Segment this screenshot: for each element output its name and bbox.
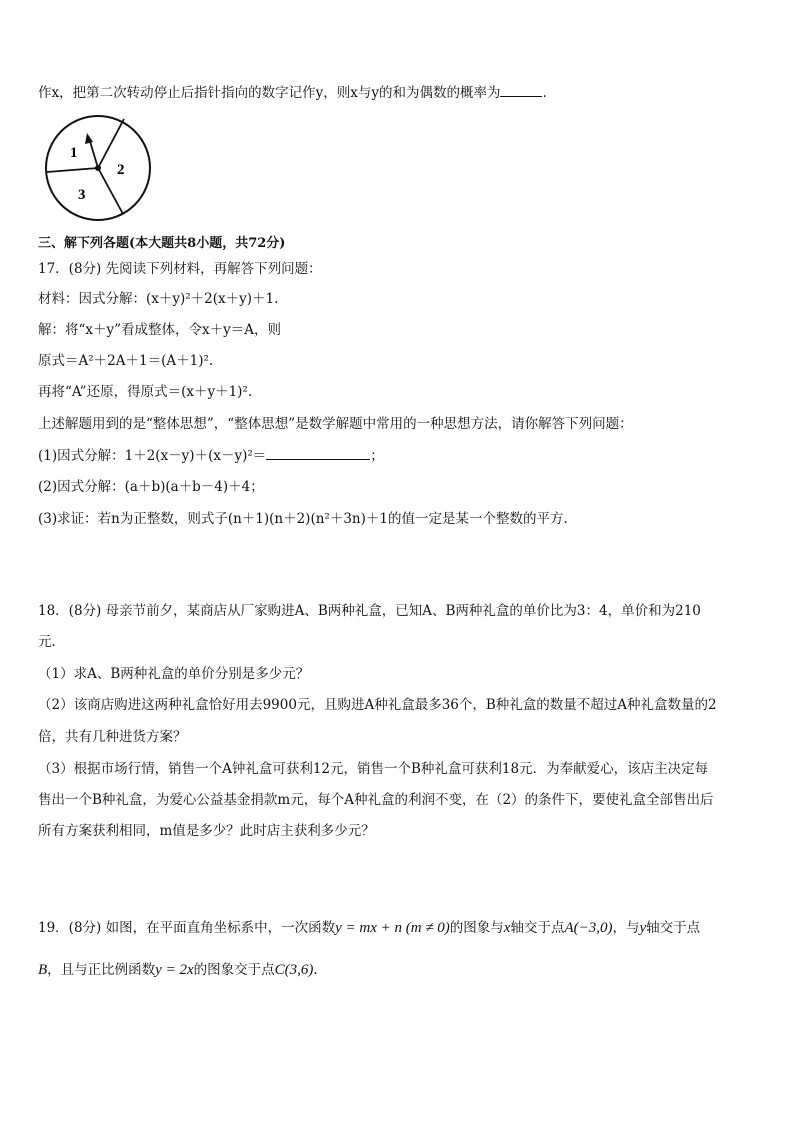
intro-text: 作x，把第二次转动停止后指针指向的数字记作y，则x与y的和为偶数的概率为 (38, 85, 501, 101)
answer-blank (500, 82, 542, 97)
section-title: 三、解下列各题(本大题共8小题，共72分) (38, 236, 286, 251)
q18-part2-line1: （2）该商店购进这两种礼盒恰好用去9900元，且购进A种礼盒最多36个，B种礼盒的数量不超过A种礼盒数量的2 (38, 697, 717, 713)
q17-original: 原式＝A²＋2A＋1＝(A＋1)². (38, 353, 214, 369)
q19-intro: 19．(8分) 如图，在平面直角坐标系中，一次函数 (38, 920, 336, 936)
q17-prompt: 上述解题用到的是“整体思想”，“整体思想”是数学解题中常用的一种思想方法，请你解答下列问题： (38, 416, 633, 432)
q17-restore: 再将“A”还原，得原式＝(x＋y＋1)². (38, 384, 253, 400)
q19-linear-function: y = mx + n (m ≠ 0) (335, 920, 450, 936)
q19-text-d: ，与 (612, 920, 640, 936)
q18-part3-line2: 售出一个B种礼盒，为爱心公益基金捐款m元，每个A种礼盒的利润不变，在（2）的条件下，要使礼盒全部售出后 (38, 792, 714, 808)
q17-part2: (2)因式分解：(a＋b)(a＋b－4)＋4； (38, 479, 264, 495)
q17-part1-text: (1)因式分解：1＋2(x－y)＋(x－y)²＝ (38, 448, 267, 464)
q17-part1-blank (266, 445, 370, 460)
q18-part1: （1）求A、B两种礼盒的单价分别是多少元？ (38, 666, 310, 682)
spinner-divider-top (98, 119, 124, 168)
q17-part1 (38, 445, 384, 466)
spinner-label-1: 1 (70, 145, 78, 161)
q19-line2 (38, 960, 318, 980)
q17-intro: 17．(8分) 先阅读下列材料，再解答下列问题： (38, 261, 322, 277)
intro-tail: . (542, 85, 547, 101)
q18-part2-line2: 倍，共有几种进货方案？ (38, 729, 187, 745)
spinner-label-3: 3 (78, 187, 86, 203)
q19-text-f: ，且与正比例函数 (47, 962, 156, 978)
q17-solution: 解：将“x＋y”看成整体，令x＋y＝A，则 (38, 322, 282, 338)
q19-text-b: 的图象与 (449, 920, 504, 936)
q18-part3-line1: （3）根据市场行情，销售一个A钟礼盒可获利12元，销售一个B种礼盒可获利18元．为奉献爱心，该店主决定每 (38, 761, 709, 777)
spinner-label-2: 2 (117, 162, 125, 178)
q19-point-a: A(−3,0) (564, 920, 613, 936)
q19-y-axis-var: y (639, 920, 647, 936)
spinner-divider-left (47, 168, 98, 172)
q19-text-c: 轴交于点 (510, 920, 565, 936)
q17-part3: (3)求证：若n为正整数，则式子(n＋1)(n＋2)(n²＋3n)＋1的值一定是某一个整数的平方. (38, 511, 568, 527)
spinner-center (95, 165, 101, 171)
q19-text-g: 的图象交于点 (193, 962, 275, 978)
q19-text-e: 轴交于点 (646, 920, 701, 936)
q18-line2: 元. (38, 634, 56, 650)
q19-text-h: . (313, 962, 318, 978)
intro-line (38, 82, 547, 103)
q19-x-axis-var: x (503, 920, 511, 936)
q17-part1-tail: ； (370, 448, 384, 464)
q19-line1 (38, 918, 700, 938)
q19-point-b: B (38, 962, 48, 978)
pointer-arrowhead-icon (85, 133, 93, 144)
q18-part3-line3: 所有方案获利相同，m值是多少？此时店主获利多少元？ (38, 823, 375, 839)
q17-material: 材料：因式分解：(x＋y)²＋2(x＋y)＋1. (38, 291, 279, 307)
q19-point-c: C(3,6) (274, 962, 314, 978)
q19-proportional-function: y = 2x (155, 962, 194, 978)
spinner-figure (40, 112, 160, 224)
q18-line1: 18．(8分) 母亲节前夕，某商店从厂家购进A、B两种礼盒，已知A、B两种礼盒的单价比为3：4，单价和为210 (38, 603, 701, 619)
